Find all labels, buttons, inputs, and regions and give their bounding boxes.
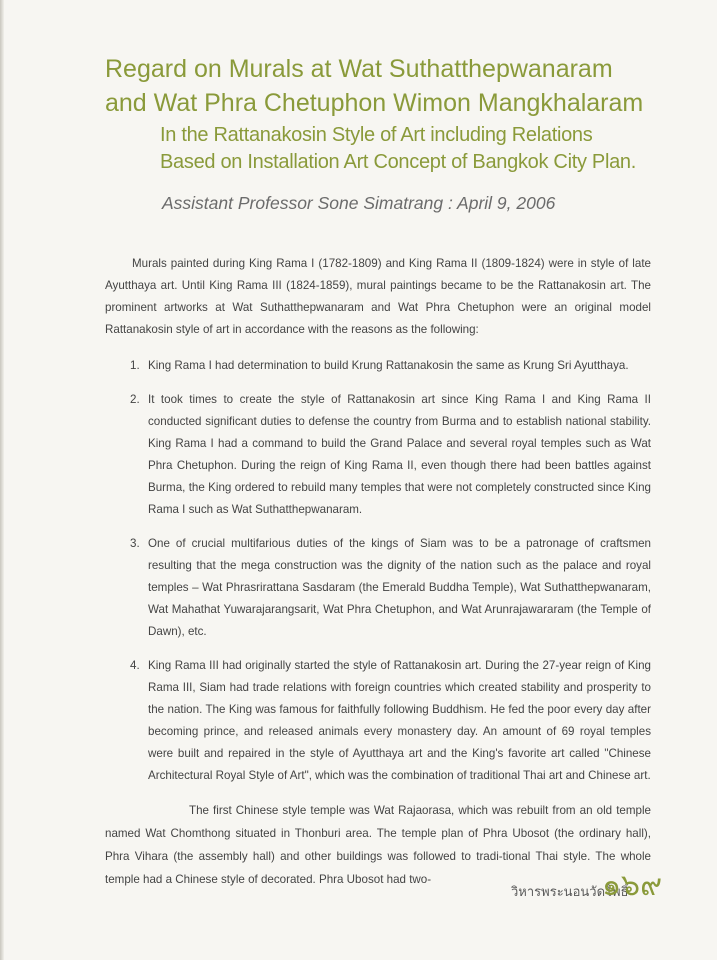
list-item bbox=[105, 655, 651, 787]
author-byline: Assistant Professor Sone Simatrang : April 9, 2006 bbox=[162, 193, 556, 213]
article-subtitle bbox=[160, 122, 700, 176]
list-item bbox=[105, 355, 651, 377]
list-item-text: It took times to create the style of Rattanakosin art since King Rama I and King Rama II conducted significant duties to defense the country from Burma and to establish national stability. King Rama I had a command to build the Grand Palace and several royal temples such as Wat Phra Chetuphon. During the reign of King Rama II, even though there had been battles against Burma, the King ordered to rebuild many temples that were not completely constructed since King Rama I such as Wat Suthatthepwanaram. bbox=[148, 393, 651, 516]
page-edge bbox=[0, 0, 4, 960]
list-item-number: 1. bbox=[130, 359, 140, 372]
page-number: ๑๖๙ bbox=[602, 868, 663, 903]
list-item-text: King Rama I had determination to build Krung Rattanakosin the same as Krung Sri Ayutthaya. bbox=[148, 359, 629, 372]
numbered-list bbox=[105, 355, 651, 787]
list-item bbox=[105, 389, 651, 521]
list-item-number: 4. bbox=[130, 659, 140, 672]
list-item bbox=[105, 533, 651, 643]
footer-section-label: วิหารพระนอนวัดโพธิ์ bbox=[511, 885, 629, 900]
article-body bbox=[105, 253, 651, 891]
intro-paragraph: Murals painted during King Rama I (1782-1809) and King Rama II (1809-1824) were in style of late Ayutthaya art. Until King Rama III (1824-1859), mural paintings became to be the Rattanakosin art. The prominent artworks at Wat Suthatthepwanaram and Wat Phra Chetuphon were an original model Rattanakosin style of art in accordance with the reasons as the following: bbox=[105, 257, 651, 336]
title-line-1: Regard on Murals at Wat Suthatthepwanaram bbox=[105, 55, 613, 83]
subtitle-line-1: In the Rattanakosin Style of Art including Relations bbox=[160, 124, 593, 146]
list-item-number: 3. bbox=[130, 537, 140, 550]
list-item-number: 2. bbox=[130, 393, 140, 406]
closing-paragraph: The first Chinese style temple was Wat Rajaorasa, which was rebuilt from an old temple named Wat Chomthong situated in Thonburi area. The temple plan of Phra Ubosot (the ordinary hall), Phra Vihara (the assembly hall) and other buildings was followed to tradi-tional Thai style. The whole temple had a Chinese style of decorated. Phra Ubosot had two- bbox=[105, 804, 651, 886]
title-line-2: and Wat Phra Chetuphon Wimon Mangkhalaram bbox=[105, 89, 644, 117]
list-item-text: One of crucial multifarious duties of the kings of Siam was to be a patronage of craftsmen resulting that the mega construction was the dignity of the nation such as the palace and royal temples – Wat Phrasrirattana Sasdaram (the Emerald Buddha Temple), Wat Suthatthepwanaram, Wat Mahathat Yuwarajarangsarit, Wat Phra Chetuphon, and Wat Arunrajawararam (the Temple of Dawn), etc. bbox=[148, 537, 651, 638]
article-title bbox=[105, 52, 705, 120]
list-item-text: King Rama III had originally started the style of Rattanakosin art. During the 27-year reign of King Rama III, Siam had trade relations with foreign countries which created stability and prosperity to the nation. The King was famous for faithfully following Buddhism. He fed the poor every day after becoming prince, and released animals every monastery day. An amount of 69 royal temples were built and repaired in the style of Ayutthaya art and the King's favorite art called "Chinese Architectural Royal Style of Art", which was the combination of traditional Thai art and Chinese art. bbox=[148, 659, 651, 782]
subtitle-line-2: Based on Installation Art Concept of Bangkok City Plan. bbox=[160, 151, 637, 173]
